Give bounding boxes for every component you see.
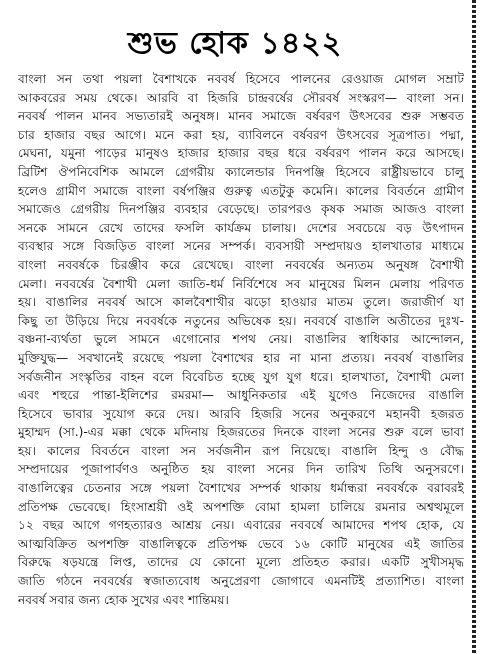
article-line: বিরুদ্ধে ষড়যন্ত্রে লিপ্ত, তাদের যে কোনো মূল্যে প্রতিহত করার। একটি সুখীসমৃদ্ধ (18, 555, 464, 570)
article-line: সর্বজনীন সংস্কৃতির বাহন বলে বিবেচিত হচ্ছে যুগ যুগ ধরে। হালখাতা, বৈশাখী মেলা (18, 369, 464, 384)
article-line: এবং শহুরে পান্তা-ইলিশের রমরমা— আধুনিকতার এই যুগেও নিজেদের বাঙালি (18, 388, 464, 403)
article-line: আত্মবিক্রিত অপশক্তি বাঙালিত্বকে প্রতিপক্ষ ভেবে ১৬ কোটি মানুষের এই জাতির (18, 536, 464, 551)
article-line: হিসেবে ভাবার সুযোগ করে দেয়। আরবি হিজরি সনের অনুকরণে মহানবী হজরত (18, 406, 464, 421)
article-line: বাংলা নববর্ষকে চিরঞ্জীব করে রেখেছে। বাংলা নববর্ষের অন্যতম অনুষঙ্গ বৈশাখী (18, 257, 464, 272)
article-line: আকবরের সময় থেকে। আরবি বা হিজরি চান্দ্রবর্ষের সৌরবর্ষ সংস্করণ— বাংলা সন। (18, 90, 464, 105)
article-line: মেঘনা, যমুনা পাড়ের মানুষও হাজার হাজার বছর ধরে বর্ষবরণ পালন করে আসছে। (18, 146, 464, 161)
article-line: নববর্ষ পালন মানব সভ্যতারই অনুষঙ্গ। মানব সমাজে বর্ষবরণ উৎসবের শুরু সম্ভবত (18, 109, 464, 124)
article-line: হয়। কালের বিবর্তনে বাংলা সন সর্বজনীন রূপ নিয়েছে। বাঙালি হিন্দু ও বৌদ্ধ (18, 443, 464, 458)
article-line: চার হাজার বছর আগে। মনে করা হয়, ব্যাবিলনে বর্ষবরণ উৎসবের সূত্রপাত। পদ্মা, (18, 127, 464, 142)
article-line: ব্যবস্থার সঙ্গে বিজড়িত বাংলা সনের সম্পর্ক। ব্যবসায়ী সম্প্রদায়ও হালখাতার মাধ্যমে (18, 239, 464, 254)
article-line: মুক্তিযুদ্ধ— সবখানেই রয়েছে পয়লা বৈশাখের হার না মানা প্রত্যয়। নববর্ষ বাঙালির (18, 350, 464, 365)
dashed-border-right (472, 0, 476, 654)
article-line: প্রতিপক্ষ ভেবেছে। হিংসাশ্রয়ী ওই অপশক্তি বোমা হামলা চালিয়ে রমনার অশ্বত্থমূলে (18, 499, 464, 514)
article-line: মুহাম্মদ (সা.)-এর মক্কা থেকে মদিনায় হিজরতের দিনকে বাংলা সনের শুরু বলে ভাবা (18, 425, 464, 440)
article-line: নববর্ষ সবার জন্য হোক সুখের এবং শান্তিময়। (18, 592, 229, 607)
article-line: সমাজেও গ্রেগরীয় দিনপঞ্জির ব্যবহার বেড়েছে। তারপরও কৃষক সমাজ আজও বাংলা (18, 202, 464, 217)
article-title: শুভ হোক ১৪২২ (127, 26, 343, 61)
article-line: বাঙালিত্বের চেতনার সঙ্গে পয়লা বৈশাখের সম্পর্ক থাকায় ধর্মান্ধরা নববর্ষকে বরাবরই (18, 481, 464, 496)
article-line: ব্রিটিশ ঔপনিবেশিক আমলে গ্রেগরীয় ক্যালেন্ডার দিনপঞ্জি হিসেবে রাষ্ট্রীয়ভাবে চালু (18, 164, 464, 179)
article-line: বাংলা সন তথা পয়লা বৈশাখকে নববর্ষ হিসেবে পালনের রেওয়াজ মোগল সম্রাট (18, 72, 464, 86)
article-line: সনকে সামনে রেখে তাদের ফসলি কার্যক্রম চালায়। দেশের সবচেয়ে বড় উৎপাদন (18, 220, 464, 235)
article-line: ১২ বছর আগে গণহত্যারও আশ্রয় নেয়। এবারের নববর্ষে আমাদের শপথ হোক, যে (18, 518, 464, 533)
article-line: হয়। বাঙালির নববর্ষ আসে কালবৈশাখীর ঝড়ো হাওয়ার মাতম তুলে। জরাজীর্ণ যা (18, 295, 464, 310)
article-line: কিছু তা উড়িয়ে দিয়ে নববর্ষকে নতুনের অভিষেক হয়। নববর্ষে বাঙালি অতীতের দুঃখ- (18, 313, 464, 328)
article-line: জাতি গঠনে নববর্ষের স্বজাত্যবোধ অনুপ্রেরণা জোগাবে এমনটিই প্রত্যাশিত। বাংলা (18, 574, 464, 589)
article-line: হলেও গ্রামীণ সমাজে বাংলা বর্ষপঞ্জির গুরুত্ব এতটুকু কমেনি। কালের বিবর্তনে গ্রামীণ (18, 183, 464, 198)
article-line: বঞ্চনা-ব্যর্থতা ভুলে সামনে এগোনোর শপথ নেয়। বাঙালির স্বাধিকার আন্দোলন, (18, 332, 464, 347)
article-line: সম্প্রদায়ের পূজাপার্বণও অনুষ্ঠিত হয় বাংলা সনের দিন তারিখ তিথি অনুসরণে। (18, 462, 464, 477)
article-line: মেলা। নববর্ষের বৈশাখী মেলা জাতি-ধর্ম নির্বিশেষে সব মানুষের মিলন মেলায় পরিণত (18, 276, 464, 291)
article-body (18, 70, 464, 648)
